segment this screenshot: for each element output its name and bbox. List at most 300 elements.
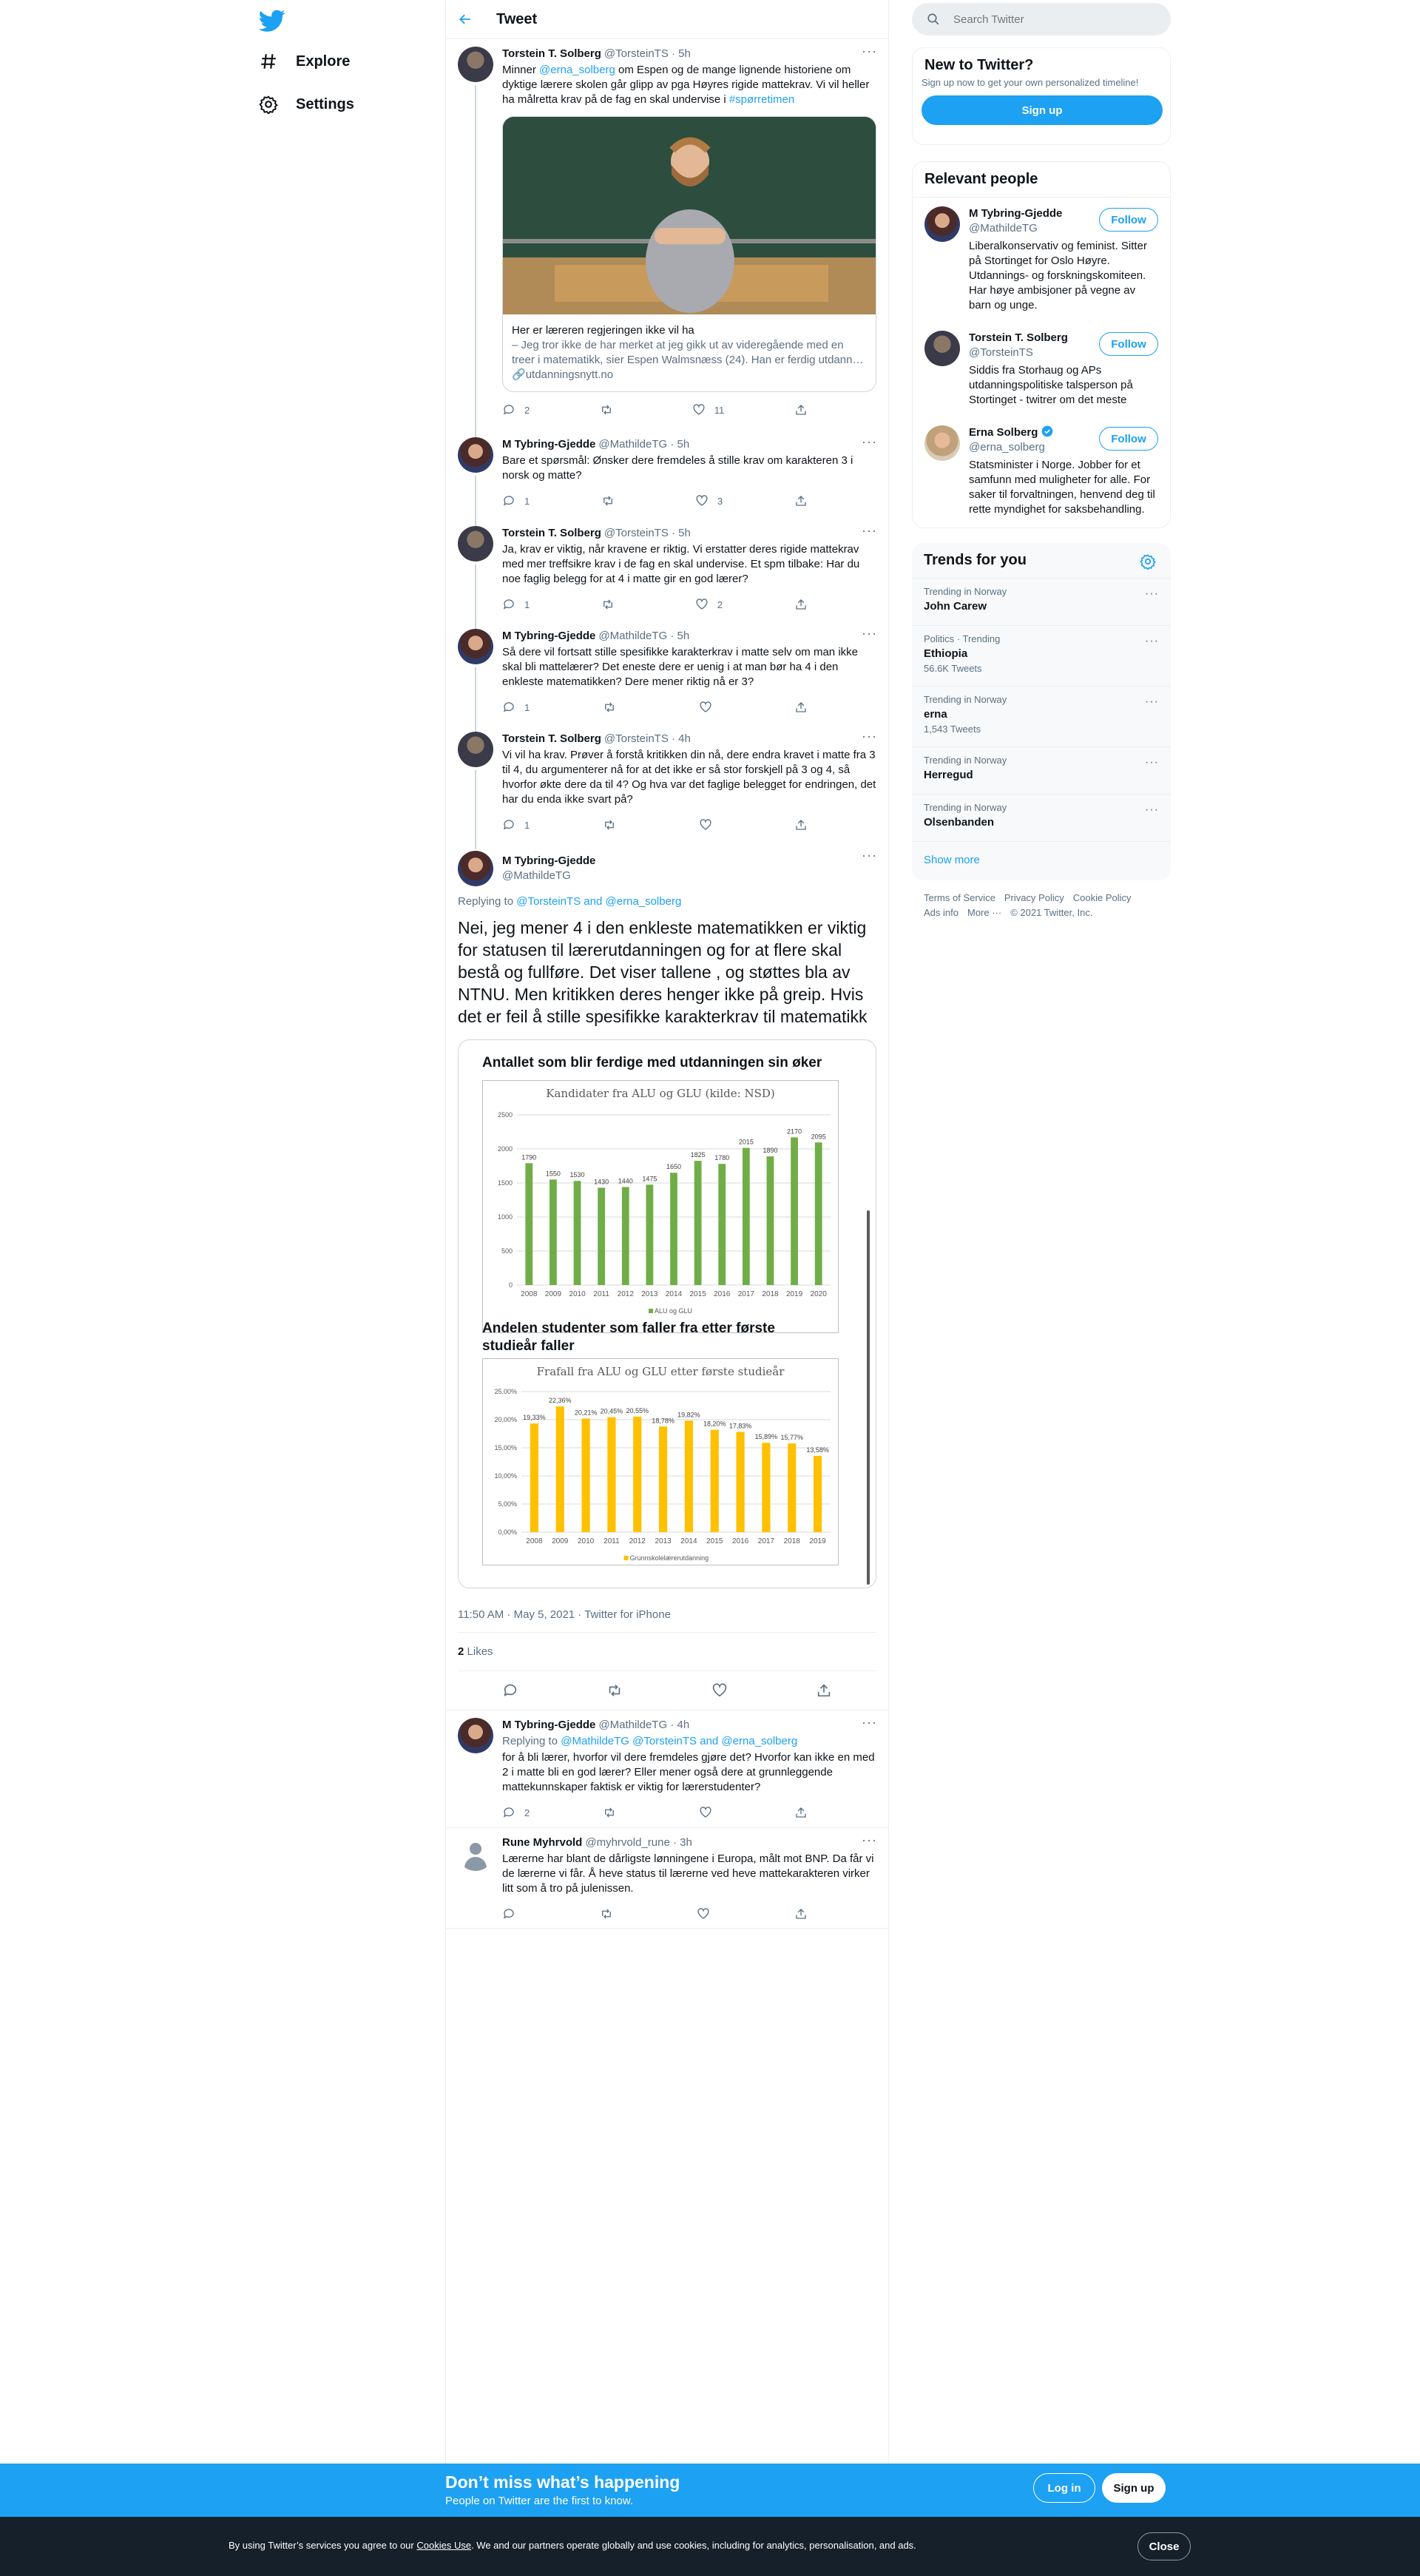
trend-name: Herregud — [924, 769, 973, 781]
retweet-icon — [601, 494, 615, 508]
bar — [815, 1142, 822, 1285]
chart-2 — [459, 1320, 829, 1562]
author-name[interactable]: M Tybring-Gjedde — [502, 1719, 596, 1731]
author-handle[interactable]: @MathildeTG — [502, 869, 571, 882]
x-tick-label: 2017 — [737, 1290, 754, 1298]
tweet-time[interactable]: 5h — [677, 630, 690, 642]
bar — [550, 1179, 557, 1285]
share-button[interactable] — [794, 598, 816, 611]
y-tick-label: 0,00% — [498, 1528, 517, 1536]
x-tick-label: 2012 — [617, 1290, 634, 1298]
more-options-icon[interactable]: ··· — [862, 848, 877, 863]
bar — [622, 1187, 629, 1285]
tweet-text: for å bli lærer, hvorfor vil dere fremdeles gjøre det? Hvorfor kan ikke en med 2 i matte bli en god lærer? Eller mener også dere at grunnleggende mattekunnskaper faktisk er viktig for lærerstudenter? — [502, 1751, 875, 1793]
replying-to: Replying to @TorsteinTS and @erna_solberg — [458, 895, 682, 908]
heart-icon — [695, 598, 709, 611]
tweet-text: Ja, krav er viktig, når kravene er riktig. Vi erstatter deres rigide mattekrav med mer treffsikre krav i de fag en skal undervise. Et spm tilbake: Har du noe faglig belegg for at 4 i matte gir en god lærer? — [502, 543, 860, 585]
gear-icon — [259, 95, 278, 114]
card-description: – Jeg tror ikke de har merket at jeg gikk ut av videregående med en treer i matematikk, sier Espen Walmsnæss (24). Han er ferdig utdann… — [512, 339, 864, 366]
person-bio: Statsminister i Norge. Jobber for et samfunn med muligheter for alle. For saker til forvaltningen, henvend deg til rette myndighet for saksbehandling. — [969, 459, 1155, 516]
trend-item[interactable] — [912, 578, 1171, 625]
more-options-icon[interactable]: ··· — [862, 523, 877, 538]
y-tick-label: 25,00% — [494, 1388, 517, 1395]
author-handle[interactable]: @MathildeTG — [598, 630, 668, 642]
x-tick-label: 2014 — [680, 1537, 697, 1545]
author-handle[interactable]: @TorsteinTS — [604, 47, 669, 60]
x-tick-label: 2019 — [809, 1537, 826, 1545]
relevant-person[interactable] — [913, 322, 1170, 417]
retweet-button[interactable] — [603, 1806, 625, 1819]
nav-settings[interactable] — [259, 86, 354, 123]
author-name[interactable]: M Tybring-Gjedde — [502, 438, 596, 451]
reply-button[interactable]: 1 — [502, 598, 530, 611]
relevant-people-title: Relevant people — [913, 162, 1170, 198]
trend-count: 1,543 Tweets — [924, 724, 981, 735]
legend-label: ALU og GLU — [655, 1307, 693, 1315]
chart-1 — [459, 1055, 827, 1315]
follow-button[interactable]: Follow — [1099, 332, 1158, 356]
reply-button[interactable]: 2 — [502, 403, 530, 417]
page-title: Tweet — [496, 10, 538, 27]
footer-more-link[interactable]: More ··· — [967, 907, 1002, 918]
author-handle[interactable]: @myhrvold_rune — [585, 1836, 670, 1849]
share-button[interactable] — [794, 818, 816, 832]
follow-button[interactable]: Follow — [1099, 427, 1158, 451]
signup-banner — [0, 2464, 1420, 2517]
author-handle[interactable]: @TorsteinTS — [604, 732, 669, 745]
data-label: 1530 — [569, 1171, 585, 1179]
nav-explore-label: Explore — [296, 53, 351, 70]
footer-privacy-link[interactable]: Privacy Policy — [1004, 892, 1064, 903]
nav-explore[interactable] — [259, 43, 350, 80]
bar — [607, 1417, 615, 1532]
x-tick-label: 2011 — [593, 1290, 609, 1298]
author-name[interactable]: Torstein T. Solberg — [502, 47, 601, 60]
more-options-icon[interactable]: ··· — [1145, 803, 1159, 816]
avatar[interactable] — [458, 732, 493, 767]
tweet-time[interactable]: 3h — [680, 1836, 692, 1849]
trend-count: 56.6K Tweets — [924, 663, 982, 674]
reply-button[interactable] — [502, 1907, 524, 1921]
tweet-text: Minner @erna_solberg om Espen og de mange lignende historiene om dyktige lærere skolen går glipp av pga Høyres rigide mattekrav. Vi vil heller ha målretta krav på de fag en skal undervise i #spørretimen — [502, 64, 870, 106]
bar — [670, 1173, 677, 1285]
trend-context: Trending in Norway — [924, 586, 1007, 597]
bar — [633, 1417, 641, 1532]
chart-1-heading: Antallet som blir ferdige med utdanningen sin øker — [482, 1055, 822, 1070]
more-options-icon[interactable]: ··· — [862, 1715, 877, 1730]
reply-button[interactable]: 2 — [502, 1806, 530, 1819]
like-button[interactable] — [699, 818, 721, 832]
x-tick-label: 2010 — [569, 1290, 586, 1298]
likes-count[interactable]: 2 Likes — [458, 1633, 876, 1671]
avatar[interactable] — [458, 629, 493, 664]
retweet-icon — [601, 598, 615, 611]
settings-gear-icon[interactable] — [1140, 553, 1156, 570]
reply-icon — [502, 701, 515, 714]
y-tick-label: 5,00% — [498, 1500, 517, 1508]
more-options-icon[interactable]: ··· — [1145, 695, 1159, 708]
share-icon — [794, 598, 808, 611]
bar — [694, 1161, 702, 1285]
like-button[interactable] — [699, 1806, 721, 1819]
bar — [767, 1156, 774, 1285]
bar — [659, 1426, 667, 1532]
legend-swatch — [649, 1309, 653, 1313]
tweet-timestamp[interactable]: 11:50 AM · May 5, 2021 · Twitter for iPhone — [458, 1597, 876, 1633]
bar — [582, 1418, 590, 1532]
more-options-icon[interactable]: ··· — [1145, 635, 1159, 647]
like-button[interactable] — [697, 1907, 719, 1921]
x-tick-label: 2016 — [731, 1537, 749, 1545]
trend-item[interactable] — [912, 746, 1171, 794]
avatar[interactable] — [458, 47, 493, 82]
person-bio: Siddis fra Storhaug og APs utdanningspolitiske talsperson på Stortinget - twitrer om det meste — [969, 364, 1133, 406]
more-options-icon[interactable]: ··· — [862, 434, 877, 449]
sidebar-footer — [924, 891, 1160, 920]
trends-box — [912, 543, 1171, 880]
chart-2-heading: Andelen studenter som faller fra etter første studieår faller — [482, 1321, 775, 1354]
tweet[interactable]: Rune Myhrvold @myhrvold_rune · 3h Lærerne har blant de dårligste lønningene i Europa, målt mot BNP. Da får vi de lærerne vi får. Å heve status til lærerne ved heve mattekarakteren virker litt som å tro på julenissen. ··· — [446, 1828, 888, 1929]
focal-actions — [458, 1671, 876, 1710]
link-card[interactable] — [502, 116, 876, 392]
trend-context: Trending in Norway — [924, 694, 1007, 705]
data-label: 2170 — [787, 1127, 802, 1136]
person-handle[interactable]: @MathildeTG — [969, 222, 1038, 235]
bar — [762, 1443, 770, 1532]
verified-badge-icon — [1041, 425, 1053, 437]
twitter-logo-icon[interactable] — [259, 7, 285, 34]
avatar[interactable] — [458, 526, 493, 562]
follow-button[interactable]: Follow — [1099, 208, 1158, 232]
reply-button[interactable]: 1 — [502, 494, 530, 508]
bar — [711, 1430, 719, 1532]
x-tick-label: 2008 — [521, 1290, 538, 1298]
card-image — [503, 117, 876, 314]
data-label: 1790 — [521, 1153, 537, 1161]
search-bar[interactable] — [912, 3, 1171, 36]
person-handle[interactable]: @erna_solberg — [969, 441, 1045, 454]
data-label: 20,55% — [626, 1406, 649, 1415]
author-handle[interactable]: @TorsteinTS — [604, 527, 669, 539]
x-tick-label: 2015 — [689, 1290, 706, 1298]
y-tick-label: 20,00% — [494, 1416, 517, 1423]
x-tick-label: 2012 — [629, 1537, 646, 1545]
bar — [646, 1184, 653, 1285]
more-options-icon[interactable]: ··· — [862, 44, 877, 58]
main-column — [445, 0, 889, 2464]
data-label: 18,20% — [703, 1420, 726, 1428]
like-button[interactable]: 11 — [692, 403, 725, 417]
tweet-text: Nei, jeg mener 4 i den enkleste matematikken er viktig for statusen til lærerutdanningen og for at flere skal bestå og fullføre. Det viser tallene , og støttes bla av NTNU. Men kritikken deres henger ikke på greip. Hvis det er feil å stille spesifikke karakterkrav til matematikk — [458, 918, 868, 1026]
x-tick-label: 2009 — [544, 1290, 562, 1298]
data-label: 18,78% — [652, 1417, 674, 1425]
search-input[interactable] — [953, 13, 1146, 26]
share-icon — [794, 1806, 808, 1819]
y-tick-label: 2000 — [497, 1145, 513, 1153]
reply-icon — [502, 1907, 515, 1921]
like-button[interactable] — [699, 701, 721, 714]
legend-swatch — [624, 1556, 629, 1560]
signup-button[interactable]: Sign up — [1102, 2473, 1166, 2503]
new-to-twitter-subtitle: Sign up now to get your own personalized timeline! — [922, 77, 1139, 88]
mention-link[interactable]: @erna_solberg — [539, 64, 615, 76]
share-icon — [794, 403, 808, 417]
share-button[interactable] — [794, 403, 816, 417]
image-scrollbar[interactable] — [867, 1210, 870, 1585]
author-handle[interactable]: @MathildeTG — [598, 438, 668, 451]
share-icon — [794, 494, 808, 508]
tweet-time[interactable]: 5h — [678, 47, 691, 60]
relevant-people-box — [912, 161, 1171, 528]
data-label: 20,45% — [600, 1407, 623, 1415]
retweet-icon — [603, 1806, 616, 1819]
x-tick-label: 2009 — [552, 1537, 569, 1545]
retweet-icon — [603, 701, 616, 714]
data-label: 15,89% — [754, 1433, 778, 1441]
more-options-icon[interactable]: ··· — [862, 626, 877, 641]
back-arrow-icon[interactable] — [458, 12, 473, 27]
chart-2-title: Frafall fra ALU og GLU etter første studieår — [536, 1365, 785, 1378]
trend-context: Politics · Trending — [924, 633, 1001, 644]
bar — [718, 1164, 726, 1285]
more-options-icon[interactable]: ··· — [1145, 756, 1159, 769]
retweet-button[interactable] — [601, 598, 623, 611]
heart-icon[interactable] — [711, 1682, 728, 1699]
footer-cookie-link[interactable]: Cookie Policy — [1072, 892, 1132, 903]
thread-line — [475, 85, 476, 437]
share-button[interactable] — [794, 1907, 816, 1921]
retweet-icon — [600, 403, 613, 417]
bar — [791, 1137, 798, 1285]
data-label: 19,33% — [523, 1414, 546, 1422]
retweet-button[interactable] — [603, 818, 625, 832]
hashtag-link[interactable]: #spørretimen — [728, 93, 795, 106]
nav-settings-label: Settings — [296, 95, 354, 112]
reply-icon — [502, 818, 515, 832]
data-label: 1550 — [545, 1170, 561, 1178]
author-name[interactable]: Rune Myhrvold — [502, 1836, 583, 1849]
heart-icon — [699, 818, 712, 832]
reply-icon — [502, 598, 515, 611]
replying-to-mentions[interactable]: @MathildeTG @TorsteinTS and @erna_solberg — [561, 1735, 798, 1747]
replying-to-mentions[interactable]: @TorsteinTS and @erna_solberg — [516, 895, 682, 908]
bar — [530, 1423, 538, 1532]
data-label: 1890 — [763, 1147, 778, 1155]
heart-icon — [692, 403, 706, 417]
share-icon — [794, 818, 808, 832]
retweet-icon[interactable] — [606, 1682, 623, 1699]
tweet-time[interactable]: 5h — [678, 527, 691, 539]
avatar[interactable] — [924, 206, 960, 242]
legend-label: Grunnskolelærerutdanning — [629, 1554, 709, 1562]
tweet-time[interactable]: 4h — [678, 732, 691, 745]
data-label: 19,82% — [677, 1411, 700, 1419]
bar — [788, 1443, 796, 1532]
cookies-use-link[interactable]: Cookies Use — [416, 2540, 472, 2551]
share-icon — [794, 701, 808, 714]
author-handle[interactable]: @MathildeTG — [598, 1719, 668, 1731]
tweet[interactable]: Torstein T. Solberg @TorsteinTS · 4h Vi vil ha krav. Prøver å forstå kritikken din nå, dere endra kravet i matte fra 3 til 4, du argumenterer nå for at det ikke er så stor forskjell på 3 og 4, så hvorfor økte dere da til 4? Og hva var det faglige belegget for endringen, det har du enda ikke svart på? 1 ··· — [446, 724, 888, 842]
avatar[interactable] — [924, 425, 960, 461]
author-name[interactable]: M Tybring-Gjedde — [502, 630, 596, 642]
hashtag-icon — [259, 52, 278, 71]
data-label: 13,58% — [806, 1446, 829, 1454]
more-options-icon[interactable]: ··· — [1145, 587, 1159, 600]
share-button[interactable] — [794, 494, 816, 508]
trend-name: Ethiopia — [924, 647, 968, 660]
relevant-person[interactable] — [913, 198, 1170, 322]
avatar[interactable] — [458, 1718, 493, 1753]
x-tick-label: 2017 — [757, 1537, 775, 1545]
x-tick-label: 2018 — [762, 1290, 779, 1298]
data-label: 15,77% — [780, 1434, 804, 1442]
tweet-text: Så dere vil fortsatt stille spesifikke karakterkrav i matte selv om man ikke skal bli mattelærer? Det eneste dere er uenig i at man bør ha 4 i den enkleste matematikken? Dere mener riktig nå er 3? — [502, 646, 858, 688]
trend-name: John Carew — [924, 600, 987, 613]
share-button[interactable] — [794, 1806, 816, 1819]
retweet-button[interactable] — [600, 403, 622, 417]
tweet[interactable]: M Tybring-Gjedde @MathildeTG · 4h Replying to @MathildeTG @TorsteinTS and @erna_solberg for å bli lærer, hvorfor vil dere fremdeles gjøre det? Hvorfor kan ikke en med 2 i matte bli en god lærer? Eller mener også dere at grunnleggende mattekunnskaper faktisk er viktig for lærerstudenter? 2 ··· — [446, 1710, 888, 1828]
tweet-image-charts[interactable] — [458, 1039, 876, 1588]
data-label: 17,83% — [728, 1422, 752, 1430]
heart-icon — [699, 701, 712, 714]
show-more-link[interactable]: Show more — [912, 841, 1171, 878]
trends-title: Trends for you — [924, 552, 1027, 568]
author-name[interactable]: Torstein T. Solberg — [502, 732, 601, 745]
data-label: 2095 — [811, 1133, 826, 1141]
trend-name: erna — [924, 708, 947, 721]
retweet-button[interactable] — [601, 494, 623, 508]
trend-item[interactable] — [912, 686, 1171, 746]
data-label: 1650 — [666, 1163, 682, 1171]
reply-icon — [502, 403, 515, 417]
like-button[interactable]: 3 — [695, 494, 723, 508]
trend-item[interactable] — [912, 794, 1171, 841]
chart-1-title: Kandidater fra ALU og GLU (kilde: NSD) — [546, 1087, 775, 1100]
share-icon[interactable] — [816, 1682, 832, 1699]
x-tick-label: 2014 — [665, 1290, 683, 1298]
share-button[interactable] — [794, 701, 816, 714]
x-tick-label: 2013 — [655, 1537, 672, 1545]
person-bio: Liberalkonservativ og feminist. Sitter på Stortinget for Oslo Høyre. Utdannings- og forskningskomiteen. Har høye ambisjoner på vegne av barn og unge. — [969, 240, 1147, 311]
heart-icon — [695, 494, 709, 508]
avatar[interactable] — [924, 331, 960, 366]
card-domain: 🔗utdanningsnytt.no — [512, 368, 614, 381]
tweet-time[interactable]: 4h — [677, 1719, 690, 1731]
data-label: 22,36% — [548, 1397, 572, 1405]
tweet[interactable]: M Tybring-Gjedde @MathildeTG · 5h Så dere vil fortsatt stille spesifikke karakterkrav i matte selv om man ikke skal bli mattelærer? Det eneste dere er uenig i at man bør ha 4 i den enkleste matematikken? Dere mener riktig nå er 3? 1 ··· — [446, 621, 888, 724]
chart-1-svg — [483, 1109, 838, 1331]
y-tick-label: 15,00% — [494, 1444, 517, 1451]
data-label: 1780 — [714, 1154, 730, 1162]
reply-icon — [502, 494, 515, 508]
trend-context: Trending in Norway — [924, 755, 1007, 766]
retweet-icon — [603, 818, 616, 832]
x-tick-label: 2015 — [706, 1537, 723, 1545]
retweet-button[interactable] — [600, 1907, 622, 1921]
tweet[interactable]: Torstein T. Solberg @TorsteinTS · 5h Ja, krav er viktig, når kravene er riktig. Vi erstatter deres rigide mattekrav med mer treffsikre krav i de fag en skal undervise. Et spm tilbake: Har du noe faglig belegg for at 4 i matte gir en god lærer? 1 2 ··· — [446, 519, 888, 621]
tweet[interactable]: Torstein T. Solberg @TorsteinTS · 5h Minner @erna_solberg om Espen og de mange lignende historiene om dyktige lærere skolen går glipp av pga Høyres rigide mattekrav. Vi vil heller ha målretta krav på de fag en skal undervise i #spørretimen Her er læreren regjeringen ikke vil ha – Jeg tror ikke de har merket at jeg gikk ut av videregående med en treer i matematikk, sier Espen Walmsnæss (24). Han er ferdig utdann… 🔗utdanningsnytt.no 2 11 ··· — [446, 39, 888, 430]
chart-1-plot — [482, 1080, 839, 1333]
more-options-icon[interactable]: ··· — [862, 729, 877, 744]
y-tick-label: 0 — [508, 1281, 513, 1289]
cookie-banner — [0, 2517, 1420, 2576]
footer-copyright: © 2021 Twitter, Inc. — [1010, 907, 1093, 918]
x-tick-label: 2018 — [783, 1537, 800, 1545]
data-label: 20,21% — [574, 1409, 598, 1417]
reply-button[interactable]: 1 — [502, 701, 530, 714]
bar — [737, 1432, 745, 1532]
page-header — [446, 0, 888, 39]
bar — [525, 1163, 532, 1285]
banner-title: Don’t miss what’s happening — [445, 2472, 680, 2492]
chart-2-plot — [482, 1358, 839, 1565]
x-tick-label: 2013 — [641, 1290, 658, 1298]
replying-to: Replying to @MathildeTG @TorsteinTS and @erna_solberg — [502, 1735, 798, 1747]
avatar[interactable] — [458, 1835, 493, 1871]
x-tick-label: 2010 — [577, 1537, 595, 1545]
y-tick-label: 1500 — [497, 1179, 513, 1187]
relevant-person[interactable] — [913, 417, 1170, 526]
footer-terms-link[interactable]: Terms of Service — [924, 892, 995, 903]
reply-icon — [502, 1806, 515, 1819]
avatar[interactable] — [458, 437, 493, 473]
card-title: Her er læreren regjeringen ikke vil ha — [512, 324, 694, 337]
banner-subtitle: People on Twitter are the first to know. — [445, 2495, 634, 2507]
y-tick-label: 500 — [501, 1247, 513, 1255]
trend-item[interactable] — [912, 625, 1171, 686]
sidebar-signup-button[interactable]: Sign up — [922, 95, 1163, 125]
link-icon: 🔗 — [512, 368, 526, 381]
chart-2-svg — [483, 1383, 838, 1565]
cookie-close-button[interactable]: Close — [1137, 2532, 1191, 2560]
tweet[interactable]: M Tybring-Gjedde @MathildeTG · 5h Bare et spørsmål: Ønsker dere fremdeles å stille krav om karakteren 3 i norsk og matte? 1 3 ··· — [446, 430, 888, 519]
avatar[interactable] — [458, 851, 493, 886]
retweet-button[interactable] — [603, 701, 625, 714]
reply-icon[interactable] — [502, 1682, 518, 1699]
tweet-text: Vi vil ha krav. Prøver å forstå kritikken din nå, dere endra kravet i matte fra 3 til 4, du argumenterer nå for at det ikke er så stor forskjell på 3 og 4, så hvorfor økte dere da til 4? Og hva var det faglige belegget for endringen, det har du enda ikke svart på? — [502, 749, 876, 806]
x-tick-label: 2016 — [714, 1290, 731, 1298]
x-tick-label: 2011 — [604, 1537, 620, 1545]
bar — [574, 1181, 581, 1285]
person-name[interactable]: Torstein T. Solberg — [969, 331, 1068, 344]
login-button[interactable]: Log in — [1033, 2473, 1095, 2503]
reply-button[interactable]: 1 — [502, 818, 530, 832]
person-name[interactable]: M Tybring-Gjedde — [969, 207, 1063, 220]
footer-ads-link[interactable]: Ads info — [924, 907, 958, 918]
x-tick-label: 2019 — [785, 1290, 803, 1298]
data-label: 1440 — [618, 1177, 633, 1185]
y-tick-label: 1000 — [497, 1213, 513, 1221]
bar — [556, 1406, 564, 1532]
new-to-twitter-title: New to Twitter? — [924, 57, 1034, 73]
x-tick-label: 2008 — [526, 1537, 543, 1545]
data-label: 1475 — [642, 1175, 657, 1183]
author-name[interactable]: Torstein T. Solberg — [502, 527, 601, 539]
more-options-icon[interactable]: ··· — [862, 1832, 877, 1847]
person-handle[interactable]: @TorsteinTS — [969, 346, 1033, 359]
like-button[interactable]: 2 — [695, 598, 723, 611]
author-name[interactable]: M Tybring-Gjedde — [502, 854, 596, 867]
trend-context: Trending in Norway — [924, 802, 1007, 813]
y-tick-label: 10,00% — [494, 1472, 517, 1480]
tweet-text: Lærerne har blant de dårligste lønningene i Europa, målt mot BNP. Da får vi de lærerne vi får. Å heve status til lærerne ved heve mattekarakteren virker litt som å tro på julenissen. — [502, 1852, 874, 1895]
x-tick-label: 2020 — [810, 1290, 827, 1298]
person-name[interactable]: Erna Solberg — [969, 425, 1158, 440]
data-label: 2015 — [738, 1138, 754, 1146]
data-label: 1825 — [690, 1151, 706, 1159]
focal-tweet — [446, 842, 888, 1710]
tweet-time[interactable]: 5h — [677, 438, 690, 451]
